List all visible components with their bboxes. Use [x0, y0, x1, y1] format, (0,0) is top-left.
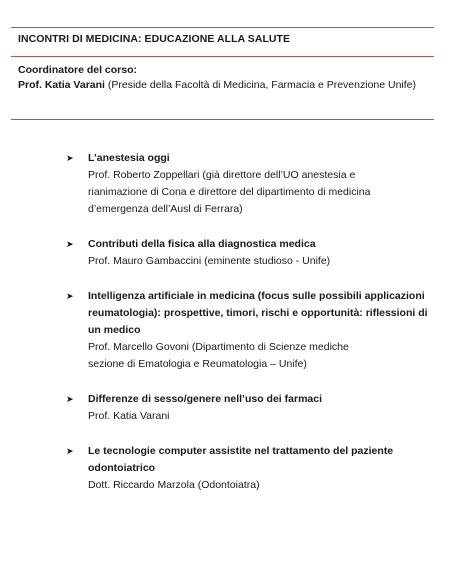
arrow-bullet-icon: ➤ — [66, 239, 74, 249]
arrow-bullet-icon: ➤ — [66, 291, 74, 301]
arrow-bullet-icon: ➤ — [66, 446, 74, 456]
list-item — [66, 150, 438, 218]
arrow-bullet-icon: ➤ — [66, 394, 74, 404]
list-item — [66, 288, 438, 373]
topics-list — [66, 150, 438, 512]
topic-speaker: Dott. Riccardo Marzola (Odontoiatra) — [88, 479, 260, 491]
coordinator-label: Coordinatore del corso: — [18, 64, 138, 76]
topic-speaker: Prof. Katia Varani — [88, 410, 170, 422]
topic-title: Contributi della fisica alla diagnostica medica — [88, 238, 316, 250]
topic-speaker: Prof. Roberto Zoppellari (già direttore dell’UO anestesia e rianimazione di Cona e direttore del dipartimento di medicina d’emergenza dell’Ausl di Ferrara) — [88, 169, 371, 215]
coordinator-block — [18, 63, 428, 93]
coordinator-name: Prof. Katia Varani — [18, 79, 105, 91]
coordinator-divider — [11, 119, 434, 120]
list-item — [66, 236, 438, 270]
topic-speaker: Prof. Marcello Govoni (Dipartimento di Scienze mediche sezione di Ematologia e Reumatologia – Unife) — [88, 341, 349, 370]
top-divider — [11, 27, 434, 28]
list-item — [66, 391, 438, 425]
topic-title: Differenze di sesso/genere nell’uso dei farmaci — [88, 393, 322, 405]
list-item — [66, 443, 438, 494]
topic-speaker: Prof. Mauro Gambaccini (eminente studioso - Unife) — [88, 255, 331, 267]
topic-title: L’anestesia oggi — [88, 152, 170, 164]
document-title: INCONTRI DI MEDICINA: EDUCAZIONE ALLA SALUTE — [18, 33, 291, 45]
topic-title: Le tecnologie computer assistite nel trattamento del paziente odontoiatrico — [88, 445, 394, 474]
coordinator-affiliation: (Preside della Facoltà di Medicina, Farmacia e Prevenzione Unife) — [104, 79, 417, 91]
title-divider — [11, 56, 434, 57]
arrow-bullet-icon: ➤ — [66, 153, 74, 163]
topic-title: Intelligenza artificiale in medicina (focus sulle possibili applicazioni reumatologia): prospettive, timori, rischi e opportunità: riflessioni di un medico — [88, 290, 428, 336]
